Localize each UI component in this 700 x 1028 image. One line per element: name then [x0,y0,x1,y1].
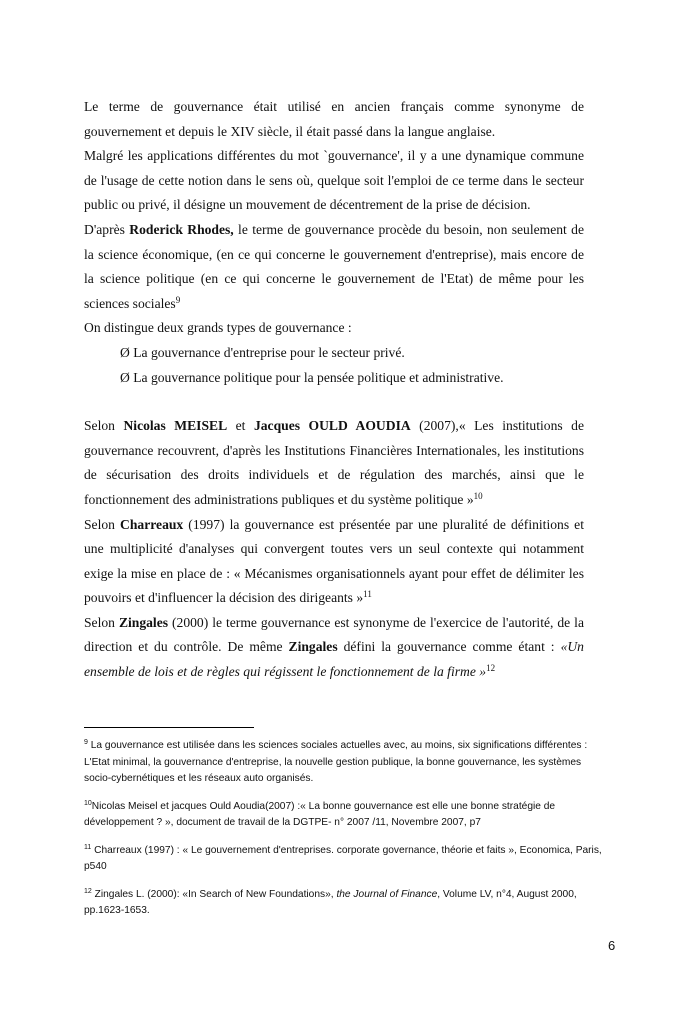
footnote-ref[interactable]: 12 [486,663,496,674]
author-name: Jacques OULD AOUDIA [253,418,411,434]
paragraph: On distingue deux grands types de gouvernance : [84,320,352,336]
paragraph: Malgré les applications différentes du mot `gouvernance', il y a une dynamique commune de l'usage de cette notion dans le sens où, quelque soit l'emploi de ce terme dans le secteur public ou privé, il désigne un mouvement de décentrement de la prise de décision. [84,148,584,213]
footnote-separator [84,727,254,728]
footnote-text: Charreaux (1997) : « Le gouvernement d'entreprises. corporate governance, théorie et faits », Economica, Paris, p540 [84,844,602,872]
text: défini la gouvernance comme étant : [337,639,561,655]
text: Selon [84,516,121,532]
text: (2007),« Les institutions de gouvernance recouvrent, d'après les Institutions Financières Internationales, les institutions de sécurisation des droits individuels et de régulation des marchés, ainsi que le fonctionnement des administrations publiques et du système politique » [84,418,584,507]
footnote-text: , Volume LV, n°4, August 2000, pp.1623-1653. [84,888,577,916]
text: D'après [84,221,130,237]
author-name: Roderick Rhodes, [129,221,234,237]
footnote-number: 12 [84,887,92,895]
paragraph [84,611,584,685]
footnote-number: 11 [84,843,92,851]
list-item: Ø La gouvernance d'entreprise pour le secteur privé. [120,344,405,360]
spacer [84,390,584,414]
footnote-ref[interactable]: 9 [175,294,181,305]
author-name: Charreaux [120,516,184,532]
text: (1997) la gouvernance est présentée par une pluralité de définitions et une multiplicité d'analyses qui convergent toutes vers un seul contexte qui notamment exige la mise en place de : « Mécanismes organisationnels ayant pour effet de délimiter les pouvoirs et d'influencer la décision des dirigeants » [84,516,584,606]
footnote-number: 10 [84,799,92,807]
quote: «Un ensemble de lois et de règles qui régissent le fonctionnement de la firme » [84,639,584,680]
paragraph [84,414,584,512]
author-name: Zingales [288,639,338,655]
footnote [84,887,610,920]
footnote-ref[interactable]: 10 [473,490,483,501]
footnote-text: Nicolas Meisel et jacques Ould Aoudia(2007) :« La bonne gouvernance est elle une bonne stratégie de développement ? », document de travail de la DGTPE- n° 2007 /11, Novembre 2007, p7 [84,800,556,828]
footnote [84,843,610,876]
author-name: Nicolas MEISEL [123,418,228,434]
list-item: Ø La gouvernance politique pour la pensée politique et administrative. [120,369,504,385]
footnote-text: Zingales L. (2000): «In Search of New Foundations», [91,888,337,900]
journal-title: the Journal of Finance [336,888,438,900]
footnotes [84,738,610,931]
paragraph [84,513,584,611]
paragraph: Le terme de gouvernance était utilisé en ancien français comme synonyme de gouvernement et depuis le XIV siècle, il était passé dans la langue anglaise. [84,99,584,139]
paragraph [84,218,584,316]
footnote-text: La gouvernance est utilisée dans les sciences sociales actuelles avec, au moins, six significations différentes : L'Etat minimal, la gouvernance d'entreprise, la nouvelle gestion publique, la bonne gouvernance, les systèmes socio-cybernétiques et les réseaux auto organisés. [84,740,588,784]
text: Selon [84,418,124,434]
text: et [227,418,254,434]
page-number: 6 [608,938,616,953]
footnote [84,738,610,788]
footnote-number: 9 [84,739,88,746]
footnote [84,799,610,832]
footnote-ref[interactable]: 11 [363,589,372,600]
text: (2000) le terme gouvernance est synonyme de l'exercice de l'autorité, de la direction et du contrôle. De même [84,614,584,655]
text: le terme de gouvernance procède du besoin, non seulement de la science économique, (en ce qui concerne le gouvernement d'entreprise), mais encore de la science politique (en ce qui concerne le gouvernement de l'Etat) de même pour les sciences sociales [84,221,584,311]
text: Selon [84,614,119,630]
author-name: Zingales [118,614,169,630]
document-body [84,95,584,685]
